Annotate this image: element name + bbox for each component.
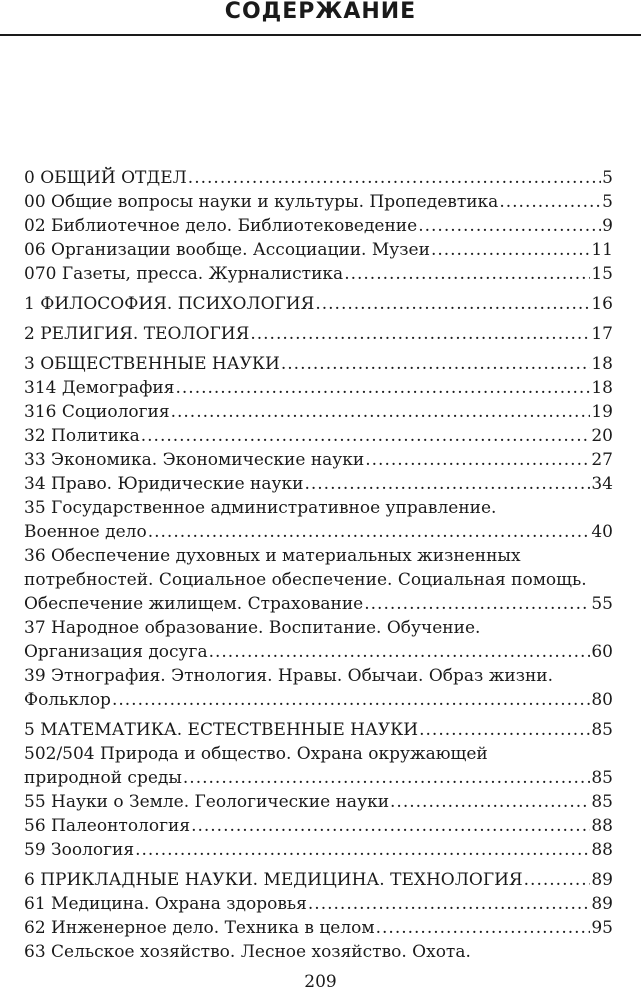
toc-entry-page: 55 — [591, 594, 613, 614]
toc-entry-title: 32 Политика — [24, 426, 140, 446]
toc-entry-title: 34 Право. Юридические науки — [24, 474, 304, 494]
toc-entry-line — [24, 166, 613, 190]
toc-entry-page: 5 — [602, 192, 613, 212]
toc-entry-title: 56 Палеонтология — [24, 816, 191, 836]
toc-entry-page: 19 — [591, 402, 613, 422]
toc-entry[interactable] — [24, 664, 613, 712]
dot-leader — [364, 592, 590, 616]
toc-entry-title: 39 Этнография. Этнология. Нравы. Обычаи. Образ жизни. — [24, 666, 554, 686]
table-of-contents — [24, 166, 613, 964]
toc-entry-page: 17 — [591, 324, 613, 344]
toc-entry[interactable] — [24, 790, 613, 814]
dot-leader — [365, 448, 590, 472]
page-title: СОДЕРЖАНИЕ — [224, 0, 417, 24]
toc-entry-title: 00 Общие вопросы науки и культуры. Пропедевтика — [24, 192, 499, 212]
dot-leader — [304, 472, 590, 496]
toc-entry-page: 88 — [591, 816, 613, 836]
toc-entry-title: 0 ОБЩИЙ ОТДЕЛ — [24, 168, 187, 188]
toc-entry-page: 15 — [591, 264, 613, 284]
toc-entry[interactable] — [24, 292, 613, 316]
toc-entry-line — [24, 376, 613, 400]
dot-leader — [419, 718, 590, 742]
dot-leader — [112, 688, 590, 712]
toc-entry-page: 9 — [602, 216, 613, 236]
toc-entry-line — [24, 688, 613, 712]
toc-entry-line — [24, 640, 613, 664]
toc-entry-title: 02 Библиотечное дело. Библиотековедение — [24, 216, 418, 236]
toc-entry-title: 316 Социология — [24, 402, 170, 422]
toc-entry[interactable] — [24, 814, 613, 838]
toc-entry[interactable] — [24, 892, 613, 916]
dot-leader — [135, 838, 590, 862]
toc-entry-line — [24, 916, 613, 940]
toc-entry-line — [24, 520, 613, 544]
toc-entry-line — [24, 592, 613, 616]
page-number: 209 — [304, 972, 337, 992]
toc-entry-title: природной среды — [24, 768, 182, 788]
toc-entry-title: 59 Зоология — [24, 840, 135, 860]
toc-entry-title: 62 Инженерное дело. Техника в целом — [24, 918, 375, 938]
toc-entry[interactable] — [24, 496, 613, 544]
toc-entry[interactable] — [24, 262, 613, 286]
toc-entry-title: Фольклор — [24, 690, 111, 710]
toc-entry-title: Организация досуга — [24, 642, 208, 662]
toc-entry-line — [24, 424, 613, 448]
toc-entry-line — [24, 190, 613, 214]
toc-entry[interactable] — [24, 718, 613, 742]
toc-entry-page: 88 — [591, 840, 613, 860]
dot-leader — [250, 322, 590, 346]
toc-entry-line — [24, 292, 613, 316]
toc-entry-title: 35 Государственное административное управление. — [24, 498, 497, 518]
toc-entry[interactable] — [24, 238, 613, 262]
dot-leader — [499, 190, 601, 214]
toc-entry-page: 80 — [591, 690, 613, 710]
toc-entry-title: потребностей. Социальное обеспечение. Социальная помощь. — [24, 570, 587, 590]
toc-entry[interactable] — [24, 616, 613, 664]
toc-entry-title: 37 Народное образование. Воспитание. Обучение. — [24, 618, 481, 638]
toc-entry-page: 40 — [591, 522, 613, 542]
toc-entry-title: 55 Науки о Земле. Геологические науки — [24, 792, 390, 812]
toc-entry-title: 06 Организации вообще. Ассоциации. Музеи — [24, 240, 430, 260]
page-header — [0, 0, 641, 36]
toc-entry-page: 89 — [591, 894, 613, 914]
dot-leader — [281, 352, 590, 376]
toc-entry-line — [24, 868, 613, 892]
toc-entry[interactable] — [24, 838, 613, 862]
toc-entry-title: 33 Экономика. Экономические науки — [24, 450, 365, 470]
toc-entry-title: 1 ФИЛОСОФИЯ. ПСИХОЛОГИЯ — [24, 294, 315, 314]
dot-leader — [148, 520, 591, 544]
dot-leader — [390, 790, 590, 814]
toc-entry-line — [24, 718, 613, 742]
toc-entry-page: 60 — [591, 642, 613, 662]
toc-entry[interactable] — [24, 376, 613, 400]
dot-leader — [141, 424, 591, 448]
toc-entry[interactable] — [24, 448, 613, 472]
dot-leader — [188, 166, 601, 190]
toc-entry-line — [24, 352, 613, 376]
toc-entry-page: 27 — [591, 450, 613, 470]
toc-entry[interactable] — [24, 424, 613, 448]
toc-entry-page: 11 — [591, 240, 613, 260]
toc-entry[interactable] — [24, 166, 613, 190]
toc-entry-line — [24, 790, 613, 814]
toc-entry[interactable] — [24, 940, 613, 964]
dot-leader — [376, 916, 591, 940]
toc-entry-page: 20 — [591, 426, 613, 446]
toc-entry-line — [24, 838, 613, 862]
dot-leader — [171, 400, 591, 424]
toc-entry-title: Военное дело — [24, 522, 147, 542]
toc-entry-line — [24, 448, 613, 472]
toc-entry-page: 89 — [591, 870, 613, 890]
dot-leader — [209, 640, 591, 664]
toc-entry[interactable] — [24, 322, 613, 346]
toc-entry-line — [24, 766, 613, 790]
toc-entry[interactable] — [24, 742, 613, 790]
toc-entry-page: 85 — [591, 792, 613, 812]
toc-entry-title: Обеспечение жилищем. Страхование — [24, 594, 364, 614]
toc-entry-title: 5 МАТЕМАТИКА. ЕСТЕСТВЕННЫЕ НАУКИ — [24, 720, 419, 740]
dot-leader — [308, 892, 590, 916]
toc-entry-line — [24, 472, 613, 496]
dot-leader — [418, 214, 601, 238]
toc-entry[interactable] — [24, 868, 613, 892]
toc-entry-title: 2 РЕЛИГИЯ. ТЕОЛОГИЯ — [24, 324, 250, 344]
toc-entry[interactable] — [24, 544, 613, 616]
toc-entry-page: 18 — [591, 354, 613, 374]
dot-leader — [175, 376, 590, 400]
dot-leader — [344, 262, 590, 286]
toc-entry-line — [24, 322, 613, 346]
toc-entry-title: 314 Демография — [24, 378, 175, 398]
toc-entry-page: 95 — [591, 918, 613, 938]
toc-entry-title: 070 Газеты, пресса. Журналистика — [24, 264, 344, 284]
toc-entry-page: 85 — [591, 720, 613, 740]
toc-entry-title: 6 ПРИКЛАДНЫЕ НАУКИ. МЕДИЦИНА. ТЕХНОЛОГИЯ — [24, 870, 523, 890]
toc-entry-line — [24, 238, 613, 262]
toc-entry-line — [24, 892, 613, 916]
toc-entry-title: 3 ОБЩЕСТВЕННЫЕ НАУКИ — [24, 354, 280, 374]
toc-entry-title: 502/504 Природа и общество. Охрана окружающей — [24, 744, 488, 764]
toc-entry[interactable] — [24, 214, 613, 238]
toc-entry-title: 61 Медицина. Охрана здоровья — [24, 894, 307, 914]
dot-leader — [315, 292, 590, 316]
toc-entry-page: 5 — [602, 168, 613, 188]
toc-entry-title: 63 Сельское хозяйство. Лесное хозяйство. Охота. — [24, 942, 471, 962]
toc-entry-page: 18 — [591, 378, 613, 398]
toc-entry[interactable] — [24, 190, 613, 214]
toc-entry-line — [24, 214, 613, 238]
toc-entry[interactable] — [24, 352, 613, 376]
dot-leader — [191, 814, 590, 838]
dot-leader — [524, 868, 591, 892]
toc-entry-line — [24, 400, 613, 424]
toc-entry[interactable] — [24, 916, 613, 940]
dot-leader — [183, 766, 590, 790]
toc-entry-page: 34 — [591, 474, 613, 494]
toc-entry-line — [24, 814, 613, 838]
toc-entry[interactable] — [24, 472, 613, 496]
toc-entry-page: 85 — [591, 768, 613, 788]
dot-leader — [431, 238, 590, 262]
toc-entry-page: 16 — [591, 294, 613, 314]
toc-entry-title: 36 Обеспечение духовных и материальных жизненных — [24, 546, 521, 566]
toc-entry[interactable] — [24, 400, 613, 424]
toc-entry-line — [24, 262, 613, 286]
